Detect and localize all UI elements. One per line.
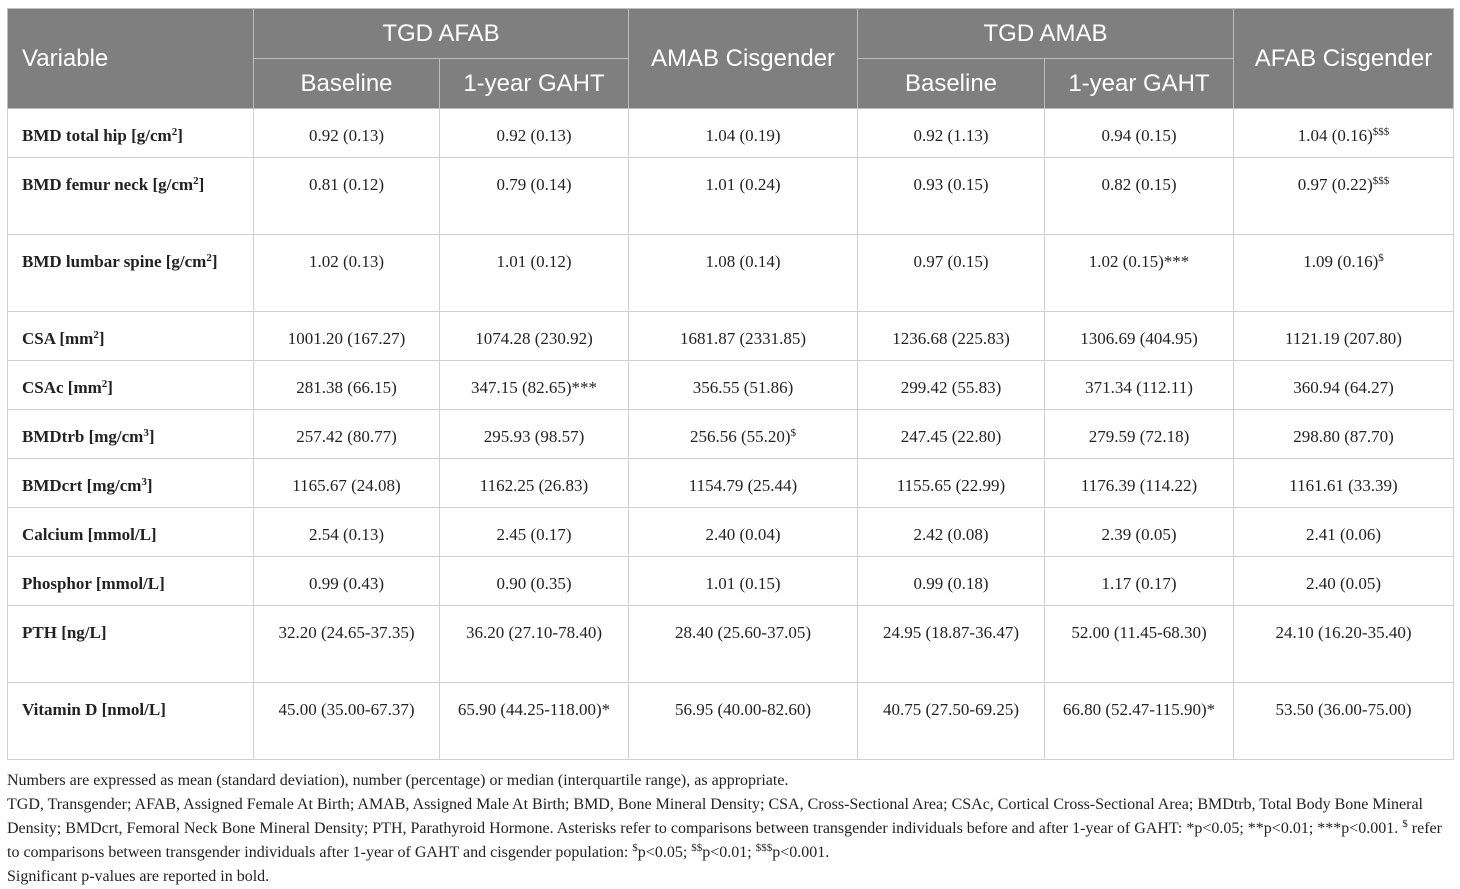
table-row xyxy=(8,606,1454,683)
cell: 52.00 (11.45-68.30) xyxy=(1045,606,1234,683)
header-amab-cisgender: AMAB Cisgender xyxy=(629,9,858,109)
cell: 257.42 (80.77) xyxy=(254,410,440,459)
row-variable: Phosphor [mmol/L] xyxy=(8,557,254,606)
row-variable: BMDcrt $[mg/cm^3]$ xyxy=(8,459,254,508)
cell: 299.42 (55.83) xyxy=(858,361,1045,410)
cell: 295.93 (98.57) xyxy=(440,410,629,459)
header-tgd-afab: TGD AFAB xyxy=(254,9,629,59)
table-row xyxy=(8,557,1454,606)
cell: 1.01 (0.15) xyxy=(629,557,858,606)
cell: 2.41 (0.06) xyxy=(1234,508,1454,557)
cell: 1.09 (0.16)$ xyxy=(1234,235,1454,312)
cell: 0.81 (0.12) xyxy=(254,158,440,235)
row-variable: PTH [ng/L] xyxy=(8,606,254,683)
cell: 1165.67 (24.08) xyxy=(254,459,440,508)
cell: 1.01 (0.24) xyxy=(629,158,858,235)
cell: 2.42 (0.08) xyxy=(858,508,1045,557)
cell: 1.17 (0.17) xyxy=(1045,557,1234,606)
cell: 1155.65 (22.99) xyxy=(858,459,1045,508)
cell: 2.40 (0.05) xyxy=(1234,557,1454,606)
cell: 247.45 (22.80) xyxy=(858,410,1045,459)
footnote-line-2: TGD, Transgender; AFAB, Assigned Female At Birth; AMAB, Assigned Male At Birth; BMD, Bone Mineral Density; CSA, Cross-Sectional Area; CSAc, Cortical Cross-Sectional Area; BMDtrb, Total Body Bone Mineral Density; BMDcrt, Femoral Neck Bone Mineral Density; PTH, Parathyroid Hormone. Asterisks refer to comparisons between transgender individuals before and after 1-year of GAHT: *p<0.05; **p<0.01; ***p<0.001. $ refer to comparisons between transgender individuals after 1-year of GAHT and cisgender population: $p<0.05; $$p<0.01; $$$p<0.001. xyxy=(7,796,1442,861)
table-figure xyxy=(7,8,1453,889)
cell: 66.80 (52.47-115.90)* xyxy=(1045,683,1234,760)
row-variable: CSA $[mm^2]$ xyxy=(8,312,254,361)
table-footnotes xyxy=(7,769,1453,889)
table-row xyxy=(8,109,1454,158)
cell: 0.94 (0.15) xyxy=(1045,109,1234,158)
row-variable: Vitamin D [nmol/L] xyxy=(8,683,254,760)
footnote-line-1: Numbers are expressed as mean (standard deviation), number (percentage) or median (interquartile range), as appropriate. xyxy=(7,772,789,789)
cell: 0.99 (0.43) xyxy=(254,557,440,606)
cell: 279.59 (72.18) xyxy=(1045,410,1234,459)
cell: 1074.28 (230.92) xyxy=(440,312,629,361)
table-row xyxy=(8,158,1454,235)
header-row-1 xyxy=(8,9,1454,59)
table-row xyxy=(8,683,1454,760)
table-row xyxy=(8,235,1454,312)
table-row xyxy=(8,410,1454,459)
data-table xyxy=(7,8,1454,760)
row-variable: BMD lumbar spine $[g/cm^2]$ xyxy=(8,235,254,312)
cell: 0.92 (0.13) xyxy=(440,109,629,158)
table-row xyxy=(8,361,1454,410)
row-variable: Calcium [mmol/L] xyxy=(8,508,254,557)
cell: 36.20 (27.10-78.40) xyxy=(440,606,629,683)
cell: 1236.68 (225.83) xyxy=(858,312,1045,361)
cell: 0.79 (0.14) xyxy=(440,158,629,235)
cell: 0.92 (0.13) xyxy=(254,109,440,158)
cell: 0.97 (0.15) xyxy=(858,235,1045,312)
table-row xyxy=(8,459,1454,508)
row-variable: BMD femur neck $[g/cm^2]$ xyxy=(8,158,254,235)
header-afab-cisgender: AFAB Cisgender xyxy=(1234,9,1454,109)
row-variable: CSAc $[mm^2]$ xyxy=(8,361,254,410)
cell: 56.95 (40.00-82.60) xyxy=(629,683,858,760)
header-tgd-amab: TGD AMAB xyxy=(858,9,1234,59)
footnote-line-3: Significant p-values are reported in bold. xyxy=(7,868,270,885)
table-row xyxy=(8,312,1454,361)
cell: 1176.39 (114.22) xyxy=(1045,459,1234,508)
cell: 347.15 (82.65)*** xyxy=(440,361,629,410)
cell: 40.75 (27.50-69.25) xyxy=(858,683,1045,760)
cell: 1162.25 (26.83) xyxy=(440,459,629,508)
cell: 1001.20 (167.27) xyxy=(254,312,440,361)
cell: 256.56 (55.20)$ xyxy=(629,410,858,459)
cell: 0.99 (0.18) xyxy=(858,557,1045,606)
cell: 24.10 (16.20-35.40) xyxy=(1234,606,1454,683)
cell: 360.94 (64.27) xyxy=(1234,361,1454,410)
cell: 32.20 (24.65-37.35) xyxy=(254,606,440,683)
cell: 0.92 (1.13) xyxy=(858,109,1045,158)
row-variable: BMD total hip $[g/cm^2]$ xyxy=(8,109,254,158)
cell: 0.82 (0.15) xyxy=(1045,158,1234,235)
cell: 281.38 (66.15) xyxy=(254,361,440,410)
cell: 1161.61 (33.39) xyxy=(1234,459,1454,508)
cell: 24.95 (18.87-36.47) xyxy=(858,606,1045,683)
header-amab-gaht: 1-year GAHT xyxy=(1045,59,1234,109)
cell: 53.50 (36.00-75.00) xyxy=(1234,683,1454,760)
table-row xyxy=(8,508,1454,557)
header-afab-gaht: 1-year GAHT xyxy=(440,59,629,109)
cell: 28.40 (25.60-37.05) xyxy=(629,606,858,683)
cell: 1.01 (0.12) xyxy=(440,235,629,312)
cell: 0.97 (0.22)$$$ xyxy=(1234,158,1454,235)
cell: 1.04 (0.19) xyxy=(629,109,858,158)
cell: 2.54 (0.13) xyxy=(254,508,440,557)
header-amab-baseline: Baseline xyxy=(858,59,1045,109)
cell: 2.40 (0.04) xyxy=(629,508,858,557)
cell: 65.90 (44.25-118.00)* xyxy=(440,683,629,760)
cell: 1681.87 (2331.85) xyxy=(629,312,858,361)
cell: 1.02 (0.13) xyxy=(254,235,440,312)
cell: 1154.79 (25.44) xyxy=(629,459,858,508)
cell: 356.55 (51.86) xyxy=(629,361,858,410)
cell: 1.04 (0.16)$$$ xyxy=(1234,109,1454,158)
cell: 371.34 (112.11) xyxy=(1045,361,1234,410)
cell: 298.80 (87.70) xyxy=(1234,410,1454,459)
cell: 45.00 (35.00-67.37) xyxy=(254,683,440,760)
cell: 1306.69 (404.95) xyxy=(1045,312,1234,361)
cell: 0.90 (0.35) xyxy=(440,557,629,606)
row-variable: BMDtrb $[mg/cm^3]$ xyxy=(8,410,254,459)
cell: 0.93 (0.15) xyxy=(858,158,1045,235)
cell: 1.02 (0.15)*** xyxy=(1045,235,1234,312)
header-variable: Variable xyxy=(8,9,254,109)
cell: 1121.19 (207.80) xyxy=(1234,312,1454,361)
header-afab-baseline: Baseline xyxy=(254,59,440,109)
cell: 1.08 (0.14) xyxy=(629,235,858,312)
cell: 2.45 (0.17) xyxy=(440,508,629,557)
cell: 2.39 (0.05) xyxy=(1045,508,1234,557)
